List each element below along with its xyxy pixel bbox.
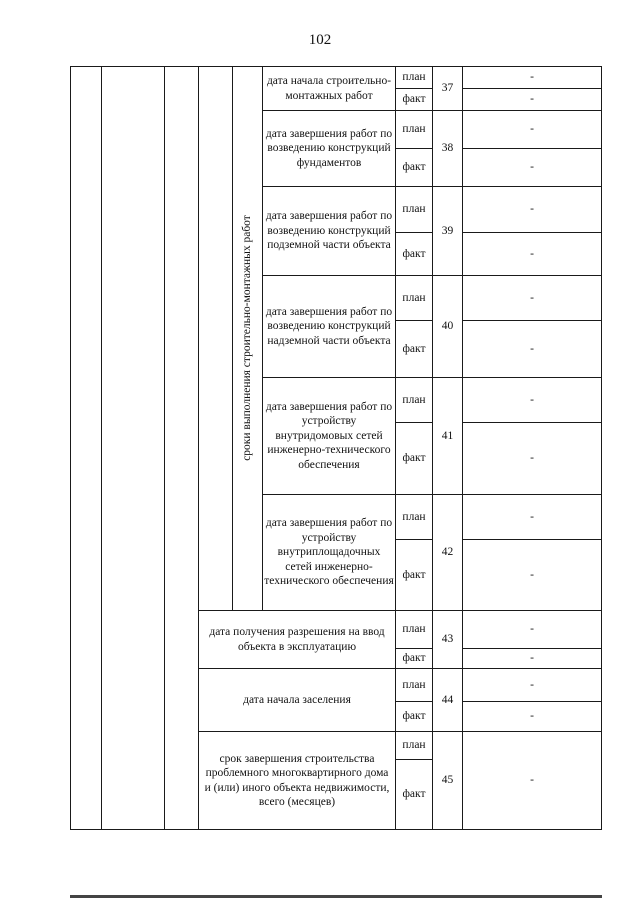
- row-label: дата начала строительно-монтажных работ: [266, 75, 392, 102]
- plan-label: план: [402, 678, 426, 691]
- fact-value: -: [530, 652, 534, 665]
- plan-value: -: [530, 623, 534, 636]
- row-number: 41: [441, 429, 454, 442]
- row-label: дата завершения работ по устройству внутриплощадочных сетей инженерно-технического обеспечения: [264, 517, 394, 588]
- fact-label: факт: [402, 788, 426, 801]
- plan-label: план: [402, 510, 426, 523]
- row-number: 37: [441, 82, 454, 95]
- row-number: 45: [441, 774, 454, 787]
- plan-label: план: [402, 71, 426, 84]
- group-label-vertical: сроки выполнения строительно-монтажных работ: [241, 215, 253, 461]
- row-number: 38: [441, 142, 454, 155]
- row-number: 42: [441, 546, 454, 559]
- row-label: дата завершения работ по возведению конструкций подземной части объекта: [265, 210, 393, 252]
- fact-label: факт: [402, 93, 426, 106]
- column-divider: [101, 66, 102, 830]
- row-label: срок завершения строительства проблемного многоквартирного дома и (или) иного объекта недвижимости, всего (месяцев): [204, 752, 390, 808]
- plan-label: план: [402, 291, 426, 304]
- plan-value: -: [530, 71, 534, 84]
- fact-value: -: [530, 342, 534, 355]
- table-right-border: [601, 66, 602, 830]
- plan-value: -: [530, 510, 534, 523]
- fact-label: факт: [402, 710, 426, 723]
- plan-label: план: [402, 623, 426, 636]
- table-bottom-border: [70, 829, 602, 830]
- column-divider: [164, 66, 165, 830]
- plan-value: -: [530, 291, 534, 304]
- fact-value: -: [530, 710, 534, 723]
- column-divider: [198, 66, 199, 830]
- row-label: дата завершения работ по возведению конструкций фундаментов: [265, 127, 393, 169]
- fact-label: факт: [402, 342, 426, 355]
- row-number: 44: [441, 693, 454, 706]
- column-divider: [232, 66, 233, 610]
- fact-value: -: [530, 93, 534, 106]
- row-label: дата получения разрешения на ввод объекта в эксплуатацию: [209, 626, 385, 653]
- fact-value: -: [530, 452, 534, 465]
- row-number: 43: [441, 633, 454, 646]
- plan-label: план: [402, 203, 426, 216]
- plan-label: план: [402, 393, 426, 406]
- row-label: дата завершения работ по устройству внутридомовых сетей инженерно-технического обеспечения: [265, 400, 393, 471]
- fact-value: -: [530, 247, 534, 260]
- plan-value: -: [530, 123, 534, 136]
- fact-label: факт: [402, 568, 426, 581]
- row-label: дата начала заселения: [243, 693, 351, 706]
- plan-label: план: [402, 739, 426, 752]
- table-left-border: [70, 66, 71, 830]
- fact-label: факт: [402, 652, 426, 665]
- fact-label: факт: [402, 247, 426, 260]
- plan-value: -: [530, 203, 534, 216]
- page-number: 102: [308, 32, 332, 48]
- fact-label: факт: [402, 161, 426, 174]
- plan-value: -: [530, 678, 534, 691]
- page-bottom-rule: [70, 895, 602, 898]
- row-number: 39: [441, 224, 454, 237]
- row-label: дата завершения работ по возведению конструкций надземной части объекта: [265, 305, 393, 347]
- plan-label: план: [402, 123, 426, 136]
- fact-label: факт: [402, 452, 426, 465]
- fact-value: -: [530, 568, 534, 581]
- row-number: 40: [441, 320, 454, 333]
- plan-value: -: [530, 393, 534, 406]
- total-value: -: [530, 774, 534, 787]
- fact-value: -: [530, 161, 534, 174]
